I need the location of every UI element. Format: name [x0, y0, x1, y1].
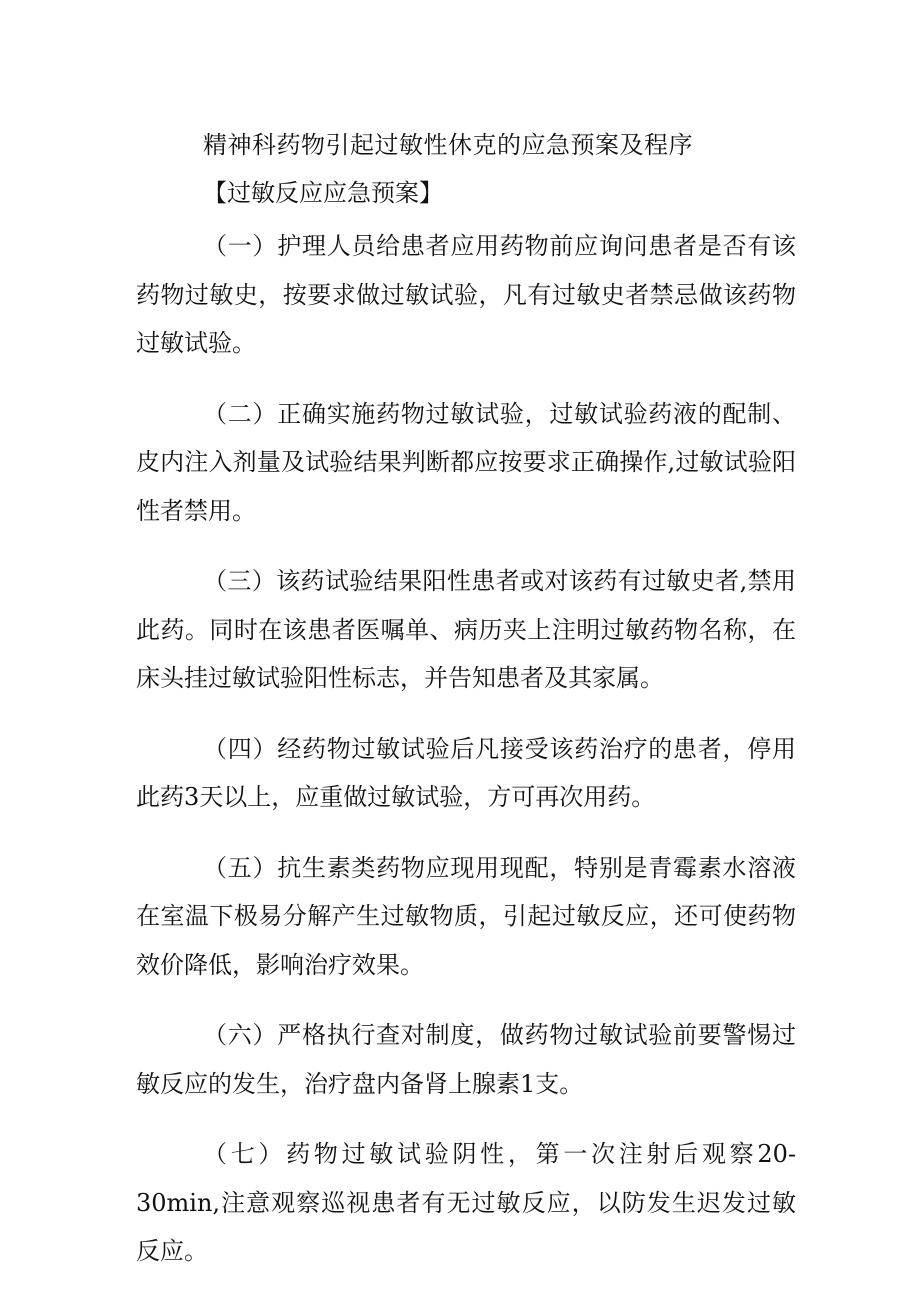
document-body [136, 222, 796, 1276]
section-heading: 【过敏反应应急预案】 [203, 179, 443, 207]
paragraph-4: （四）经药物过敏试验后凡接受该药治疗的患者，停用此药3天以上，应重做过敏试验，方可再次用药。 [136, 734, 796, 811]
paragraph-1: （一）护理人员给患者应用药物前应询问患者是否有该药物过敏史，按要求做过敏试验，凡有过敏史者禁忌做该药物过敏试验。 [136, 232, 796, 357]
paragraph-7: （七）药物过敏试验阴性，第一次注射后观察20-30min,注意观察巡视患者有无过敏反应，以防发生迟发过敏反应。 [136, 1140, 796, 1265]
document-title: 精神科药物引起过敏性休克的应急预案及程序 [203, 131, 693, 159]
paragraph-6: （六）严格执行查对制度，做药物过敏试验前要警惕过敏反应的发生，治疗盘内备肾上腺素1支。 [136, 1021, 796, 1098]
paragraph-5: （五）抗生素类药物应现用现配，特别是青霉素水溶液在室温下极易分解产生过敏物质，引起过敏反应，还可使药物效价降低，影响治疗效果。 [136, 853, 796, 979]
paragraph-3: （三）该药试验结果阳性患者或对该药有过敏史者,禁用此药。同时在该患者医嘱单、病历夹上注明过敏药物名称，在床头挂过敏试验阳性标志，并告知患者及其家属。 [136, 567, 796, 692]
paragraph-2: （二）正确实施药物过敏试验，过敏试验药液的配制、皮内注入剂量及试验结果判断都应按要求正确操作,过敏试验阳性者禁用。 [136, 399, 796, 525]
